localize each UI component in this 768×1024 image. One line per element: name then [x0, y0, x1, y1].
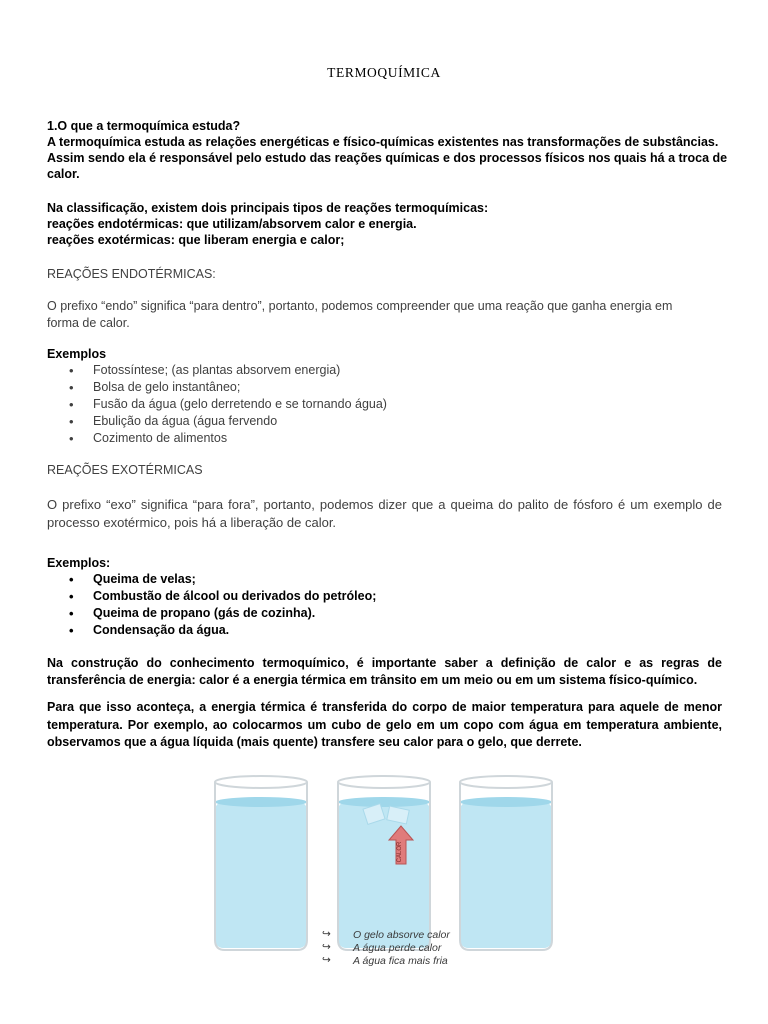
- list-item: • Fusão da água (gelo derretendo e se tornando água): [47, 396, 387, 413]
- heat-transfer-figure: [205, 768, 561, 974]
- list-item: • Bolsa de gelo instantâneo;: [47, 379, 387, 396]
- endo-heading: REAÇÕES ENDOTÉRMICAS:: [47, 267, 216, 281]
- figure-caption: A água fica mais fria: [353, 955, 448, 967]
- list-item: • Combustão de álcool ou derivados do petróleo;: [47, 588, 376, 605]
- page-title: TERMOQUÍMICA: [327, 65, 441, 80]
- heat-definition-para: Na construção do conhecimento termoquímico, é importante saber a definição de calor e as regras de transferência de energia: calor é a energia térmica em trânsito em um meio ou em um sistema físico-químico.: [47, 656, 722, 687]
- heat-transfer-para: Para que isso aconteça, a energia térmica é transferida do corpo de maior temperatura para aquele de menor temperatura. Por exemplo, ao colocarmos um cubo de gelo em um copo com água em temperatura ambiente, observamos que a água líquida (mais quente) transfere seu calor para o gelo, que derrete.: [47, 700, 722, 749]
- endo-examples-label: Exemplos: [47, 347, 107, 361]
- list-item: • Cozimento de alimentos: [47, 430, 387, 447]
- endo-para-line-2: forma de calor.: [47, 316, 130, 330]
- list-item: • Fotossíntese; (as plantas absorvem energia): [47, 362, 387, 379]
- endo-examples-list: [47, 362, 387, 447]
- glass-with-ice: [215, 776, 307, 950]
- exo-para: O prefixo “exo” significa “para fora”, portanto, podemos dizer que a queima do palito de fósforo é um exemplo de processo exotérmico, pois há a liberação de calor.: [47, 497, 722, 530]
- hook-arrow-icon: ↪: [322, 954, 331, 966]
- classification-endo: reações endotérmicas: que utilizam/absorvem calor e energia.: [47, 217, 417, 231]
- list-item: • Queima de propano (gás de cozinha).: [47, 605, 376, 622]
- glass-melting-ice: [338, 776, 430, 950]
- list-item: • Condensação da água.: [47, 622, 376, 639]
- exo-examples-label: Exemplos:: [47, 556, 111, 570]
- exo-heading: REAÇÕES EXOTÉRMICAS: [47, 463, 203, 477]
- figure-caption: O gelo absorve calor: [353, 929, 450, 941]
- intro-line-2: Assim sendo ela é responsável pelo estudo das reações químicas e dos processos físicos nos quais há a troca de: [47, 151, 728, 165]
- glass-cold-water: [460, 776, 552, 950]
- intro-line-1: A termoquímica estuda as relações energéticas e físico-químicas existentes nas transformações de substâncias.: [47, 135, 719, 149]
- intro-line-3: calor.: [47, 167, 80, 181]
- list-item: • Ebulição da água (água fervendo: [47, 413, 387, 430]
- list-item: • Queima de velas;: [47, 571, 376, 588]
- exo-examples-list: [47, 571, 376, 639]
- section-question: 1.O que a termoquímica estuda?: [47, 119, 241, 133]
- hook-arrow-icon: ↪: [322, 941, 331, 953]
- hook-arrow-icon: ↪: [322, 928, 331, 940]
- classification-exo: reações exotérmicas: que liberam energia e calor;: [47, 233, 345, 247]
- heat-arrow-label: CALOR: [397, 841, 403, 863]
- endo-para-line-1: O prefixo “endo” significa “para dentro”, portanto, podemos compreender que uma reação que ganha energia em: [47, 299, 673, 313]
- figure-caption: A água perde calor: [353, 942, 442, 954]
- classification-intro: Na classificação, existem dois principais tipos de reações termoquímicas:: [47, 201, 489, 215]
